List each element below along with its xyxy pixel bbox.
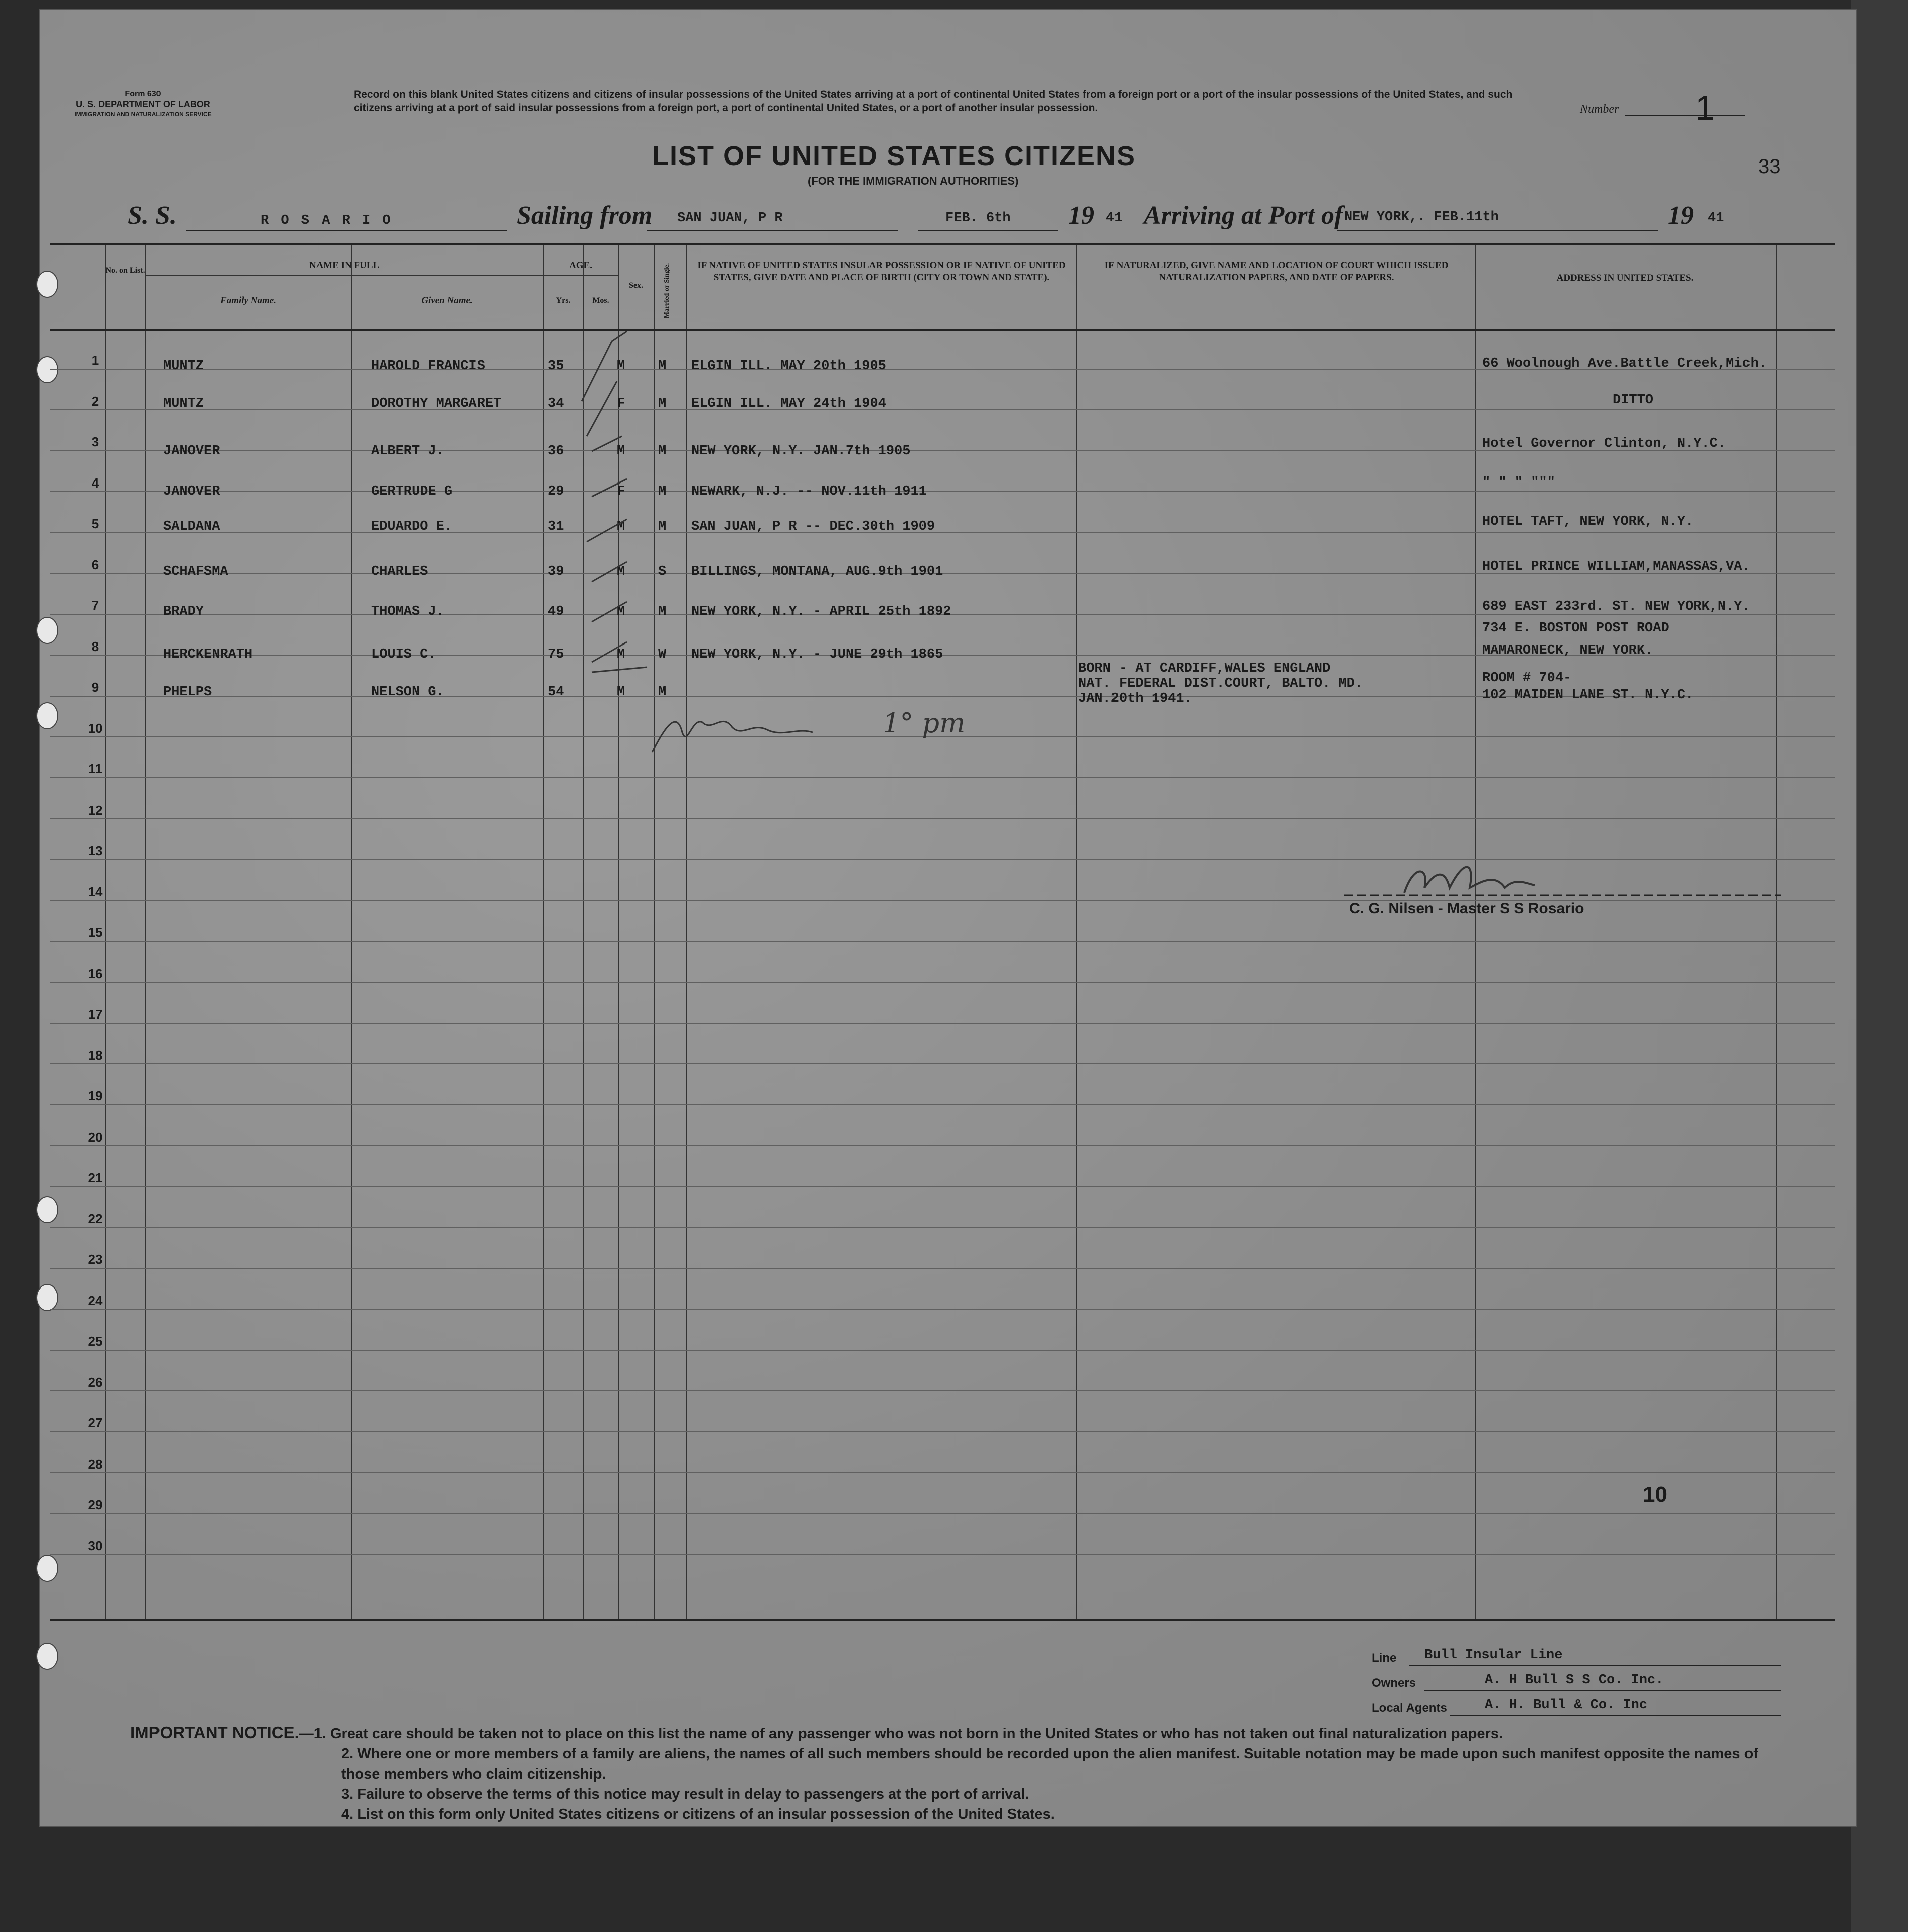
agents-underline: [1450, 1715, 1781, 1716]
passenger-family: JANOVER: [163, 444, 220, 459]
passenger-ms: M: [658, 444, 667, 459]
row-number: 2: [91, 393, 99, 409]
passenger-sex: M: [617, 685, 625, 700]
passenger-address: MAMARONECK, NEW YORK.: [1482, 643, 1653, 658]
page-title: LIST OF UNITED STATES CITIZENS: [652, 141, 1136, 171]
handwritten-initials: [647, 702, 858, 762]
passenger-family: HERCKENRATH: [163, 647, 253, 662]
header-name-in-full: NAME IN FULL: [309, 260, 380, 271]
notice-item: —1. Great care should be taken not to place on this list the name of any passenger who was not born in the United States or who has not taken out final naturalization papers.: [299, 1726, 1503, 1742]
row-number: 4: [91, 475, 99, 491]
row-rule: [50, 1472, 1835, 1473]
owners-underline: [1424, 1690, 1781, 1691]
passenger-family: SCHAFSMA: [163, 564, 228, 579]
owners-label: Owners: [1372, 1676, 1416, 1690]
header-no-on-list: No. on List.: [105, 266, 145, 275]
row-number: 11: [88, 761, 102, 776]
row-number: 21: [88, 1170, 103, 1185]
sailing-year: 41: [1106, 211, 1123, 226]
notice-heading: IMPORTANT NOTICE.: [130, 1723, 299, 1742]
arriving-label: Arriving at Port of: [1144, 201, 1343, 230]
naturalization-line: BORN - AT CARDIFF,WALES ENGLAND: [1078, 661, 1331, 676]
sailing-from-port: SAN JUAN, P R: [677, 211, 783, 226]
passenger-family: BRADY: [163, 604, 204, 619]
header-address: ADDRESS IN UNITED STATES.: [1556, 273, 1694, 283]
passenger-address: DITTO: [1613, 393, 1654, 408]
tally-stroke: [592, 602, 627, 622]
naturalization-line: JAN.20th 1941.: [1078, 691, 1192, 706]
department-name: U. S. DEPARTMENT OF LABOR: [76, 99, 210, 109]
row-number: 26: [88, 1374, 103, 1390]
row-number: 8: [91, 638, 99, 654]
passenger-given: THOMAS J.: [371, 604, 444, 619]
passenger-birth: NEW YORK, N.Y. - JUNE 29th 1865: [691, 647, 943, 662]
tally-stroke: [592, 667, 647, 672]
number-underline: [1625, 115, 1745, 116]
row-number: 25: [88, 1334, 103, 1349]
passenger-birth: ELGIN ILL. MAY 24th 1904: [691, 396, 886, 411]
agents-value: A. H. Bull & Co. Inc: [1485, 1698, 1648, 1713]
row-rule: [50, 1268, 1835, 1269]
tally-stroke: [587, 381, 617, 436]
header-sex: Sex.: [629, 281, 643, 290]
passenger-sex: M: [617, 444, 625, 459]
passenger-yrs: 31: [548, 519, 564, 534]
tally-marks: [572, 321, 652, 712]
passenger-address: 734 E. BOSTON POST ROAD: [1482, 621, 1669, 636]
row-number: 15: [88, 925, 103, 940]
row-number: 24: [88, 1293, 103, 1308]
passenger-ms: M: [658, 685, 667, 700]
passenger-yrs: 34: [548, 396, 564, 411]
number-value: 1: [1695, 88, 1715, 127]
header-naturalized: IF NATURALIZED, GIVE NAME AND LOCATION OF COURT WHICH ISSUED NATURALIZATION PAPERS, AND DATE OF PAPERS.: [1104, 260, 1449, 283]
row-rule: [50, 532, 1835, 533]
row-number: 28: [88, 1456, 103, 1472]
header-age: AGE.: [569, 260, 592, 271]
row-rule: [50, 777, 1835, 778]
passenger-given: DOROTHY MARGARET: [371, 396, 502, 411]
passenger-address: 66 Woolnough Ave.Battle Creek,Mich.: [1482, 356, 1767, 371]
passenger-family: MUNTZ: [163, 396, 204, 411]
row-rule: [50, 1063, 1835, 1064]
passenger-yrs: 29: [548, 484, 564, 499]
passenger-birth: NEW YORK, N.Y. JAN.7th 1905: [691, 444, 911, 459]
notice-item: 2. Where one or more members of a family are aliens, the names of all such members should be recorded upon the alien manifest. Suitable notation may be made upon such manifest opposite the names of those members who claim citizenship.: [341, 1746, 1758, 1782]
scan-edge: [1851, 0, 1908, 1932]
row-rule: [50, 1227, 1835, 1228]
row-rule: [50, 1431, 1835, 1432]
row-rule: [50, 1104, 1835, 1105]
sailing-year-prefix: 19: [1068, 201, 1094, 230]
passenger-sex: M: [617, 564, 625, 579]
passenger-ms: M: [658, 519, 667, 534]
signature-text: C. G. Nilsen - Master S S Rosario: [1349, 900, 1584, 917]
row-number: 20: [88, 1129, 103, 1145]
row-number: 18: [88, 1047, 103, 1063]
header-mos: Mos.: [592, 296, 609, 305]
passenger-address: Hotel Governor Clinton, N.Y.C.: [1482, 436, 1726, 451]
row-rule: [50, 1023, 1835, 1024]
page-total: 10: [1643, 1482, 1667, 1507]
row-number: 5: [91, 516, 99, 531]
arrival-port-underline: [1337, 230, 1658, 231]
row-rule: [50, 1309, 1835, 1310]
row-number: 6: [91, 557, 99, 572]
arrival-year: 41: [1708, 211, 1724, 226]
passenger-sex: F: [617, 484, 625, 499]
line-value: Bull Insular Line: [1424, 1648, 1563, 1663]
header-married-or-single: Married or Single.: [663, 263, 671, 319]
signature-scrawl: [1344, 853, 1786, 908]
naturalization-note: [1078, 661, 1363, 706]
row-rule: [50, 1554, 1835, 1555]
tally-stroke: [592, 562, 627, 582]
name-header-rule: [145, 275, 543, 276]
notice-item: 3. Failure to observe the terms of this notice may result in delay to passengers at the port of arrival.: [341, 1786, 1029, 1802]
passenger-yrs: 35: [548, 359, 564, 374]
header-family-name: Family Name.: [220, 295, 276, 306]
row-rule: [50, 1513, 1835, 1514]
tally-stroke: [592, 642, 627, 662]
passenger-birth: SAN JUAN, P R -- DEC.30th 1909: [691, 519, 935, 534]
form-id-block: [60, 89, 226, 119]
passenger-ms: W: [658, 647, 667, 662]
address-line: ROOM # 704-: [1482, 671, 1572, 686]
passenger-ms: S: [658, 564, 667, 579]
ship-underline: [186, 230, 507, 231]
passenger-sex: M: [617, 647, 625, 662]
row-number: 9: [91, 680, 99, 695]
row-number: 12: [88, 802, 103, 818]
form-instructions: Record on this blank United States citizens and citizens of insular possessions of the United States arriving at a port of continental United States from a foreign port or a port of the insular possessions of the United States, and such citizens arriving at a port of said insular possessions from a foreign port, a port of continental United States, or a port of another insular possession.: [354, 89, 1513, 114]
notice-item: 4. List on this form only United States citizens or citizens of an insular possession of the United States.: [341, 1806, 1055, 1822]
form-number: Form 630: [125, 90, 161, 98]
passenger-yrs: 75: [548, 647, 564, 662]
passenger-birth: BILLINGS, MONTANA, AUG.9th 1901: [691, 564, 943, 579]
passenger-address: HOTEL PRINCE WILLIAM,MANASSAS,VA.: [1482, 559, 1751, 574]
passenger-family: MUNTZ: [163, 359, 204, 374]
agents-label: Local Agents: [1372, 1701, 1447, 1715]
passenger-birth: NEWARK, N.J. -- NOV.11th 1911: [691, 484, 927, 499]
owners-value: A. H Bull S S Co. Inc.: [1485, 1673, 1664, 1688]
sailing-date: FEB. 6th: [945, 211, 1011, 226]
row-number: 27: [88, 1415, 103, 1430]
row-number: 16: [88, 965, 103, 981]
arrival-year-prefix: 19: [1668, 201, 1694, 230]
row-number: 17: [88, 1007, 103, 1022]
passenger-sex: M: [617, 359, 625, 374]
passenger-address: HOTEL TAFT, NEW YORK, N.Y.: [1482, 514, 1694, 529]
notice-line-1: [130, 1723, 1781, 1744]
address-line: 102 MAIDEN LANE ST. N.Y.C.: [1482, 688, 1694, 703]
naturalization-line: NAT. FEDERAL DIST.COURT, BALTO. MD.: [1078, 676, 1363, 691]
passenger-sex: M: [617, 519, 625, 534]
header-birth: IF NATIVE OF UNITED STATES INSULAR POSSESSION OR IF NATIVE OF UNITED STATES, GIVE DATE AND PLACE OF BIRTH (CITY OR TOWN AND STATE).: [697, 260, 1066, 283]
number-label: Number: [1580, 103, 1619, 116]
row-rule: [50, 409, 1835, 410]
page-subtitle: (FOR THE IMMIGRATION AUTHORITIES): [808, 175, 1019, 187]
passenger-given: EDUARDO E.: [371, 519, 453, 534]
tally-stroke: [587, 519, 627, 542]
handwritten-time: 1° pm: [883, 707, 966, 739]
punch-hole: [36, 1643, 58, 1670]
sailing-from-underline: [647, 230, 898, 231]
passenger-yrs: 54: [548, 685, 564, 700]
passenger-ms: M: [658, 359, 667, 374]
passenger-birth: NEW YORK, N.Y. - APRIL 25th 1892: [691, 604, 951, 619]
tally-stroke: [582, 331, 627, 401]
passenger-yrs: 49: [548, 604, 564, 619]
row-rule: [50, 982, 1835, 983]
line-underline: [1409, 1665, 1781, 1666]
row-rule: [50, 1390, 1835, 1391]
row-number: 29: [88, 1497, 103, 1512]
passenger-ms: M: [658, 396, 667, 411]
passenger-given: GERTRUDE G: [371, 484, 453, 499]
header-given-name: Given Name.: [421, 295, 473, 306]
row-rule: [50, 1145, 1835, 1146]
passenger-sex: F: [617, 396, 625, 411]
row-number: 13: [88, 843, 103, 858]
passenger-ms: M: [658, 484, 667, 499]
passenger-yrs: 36: [548, 444, 564, 459]
header-rule: [50, 329, 1835, 331]
row-rule: [50, 1350, 1835, 1351]
row-number: 1: [91, 353, 99, 368]
passenger-sex: M: [617, 604, 625, 619]
page-mark: 33: [1758, 155, 1781, 178]
passenger-given: LOUIS C.: [371, 647, 436, 662]
line-label: Line: [1372, 1651, 1397, 1665]
row-rule: [50, 1186, 1835, 1187]
passenger-address: 689 EAST 233rd. ST. NEW YORK,N.Y.: [1482, 599, 1751, 614]
row-number: 30: [88, 1538, 103, 1553]
passenger-address: " " " """: [1482, 475, 1555, 491]
row-rule: [50, 941, 1835, 942]
row-number: 22: [88, 1211, 103, 1226]
header-yrs: Yrs.: [556, 296, 571, 305]
age-header-rule: [543, 275, 618, 276]
passenger-yrs: 39: [548, 564, 564, 579]
passenger-given: HAROLD FRANCIS: [371, 359, 485, 374]
sailing-from-label: Sailing from: [517, 201, 653, 230]
passenger-given: CHARLES: [371, 564, 428, 579]
row-number: 3: [91, 434, 99, 449]
passenger-family: SALDANA: [163, 519, 220, 534]
row-number: 7: [91, 598, 99, 613]
passenger-family: PHELPS: [163, 685, 212, 700]
sailing-date-underline: [918, 230, 1058, 231]
row-number: 14: [88, 884, 103, 899]
row-rule: [50, 818, 1835, 819]
row-rule: [50, 491, 1835, 492]
passenger-ms: M: [658, 604, 667, 619]
important-notice: [130, 1723, 1781, 1824]
arrival-port: NEW YORK,. FEB.11th: [1344, 210, 1499, 225]
tally-stroke: [592, 479, 627, 497]
row-number: 23: [88, 1252, 103, 1267]
row-number: 10: [88, 720, 103, 736]
passenger-given: ALBERT J.: [371, 444, 444, 459]
extra-address: [1482, 670, 1693, 704]
service-name: IMMIGRATION AND NATURALIZATION SERVICE: [74, 111, 212, 118]
row-number: 19: [88, 1088, 103, 1103]
ss-label: S. S.: [128, 201, 177, 230]
tally-stroke: [592, 436, 622, 451]
ship-name: R O S A R I O: [261, 213, 393, 228]
passenger-birth: ELGIN ILL. MAY 20th 1905: [691, 359, 886, 374]
passenger-family: JANOVER: [163, 484, 220, 499]
passenger-given: NELSON G.: [371, 685, 444, 700]
